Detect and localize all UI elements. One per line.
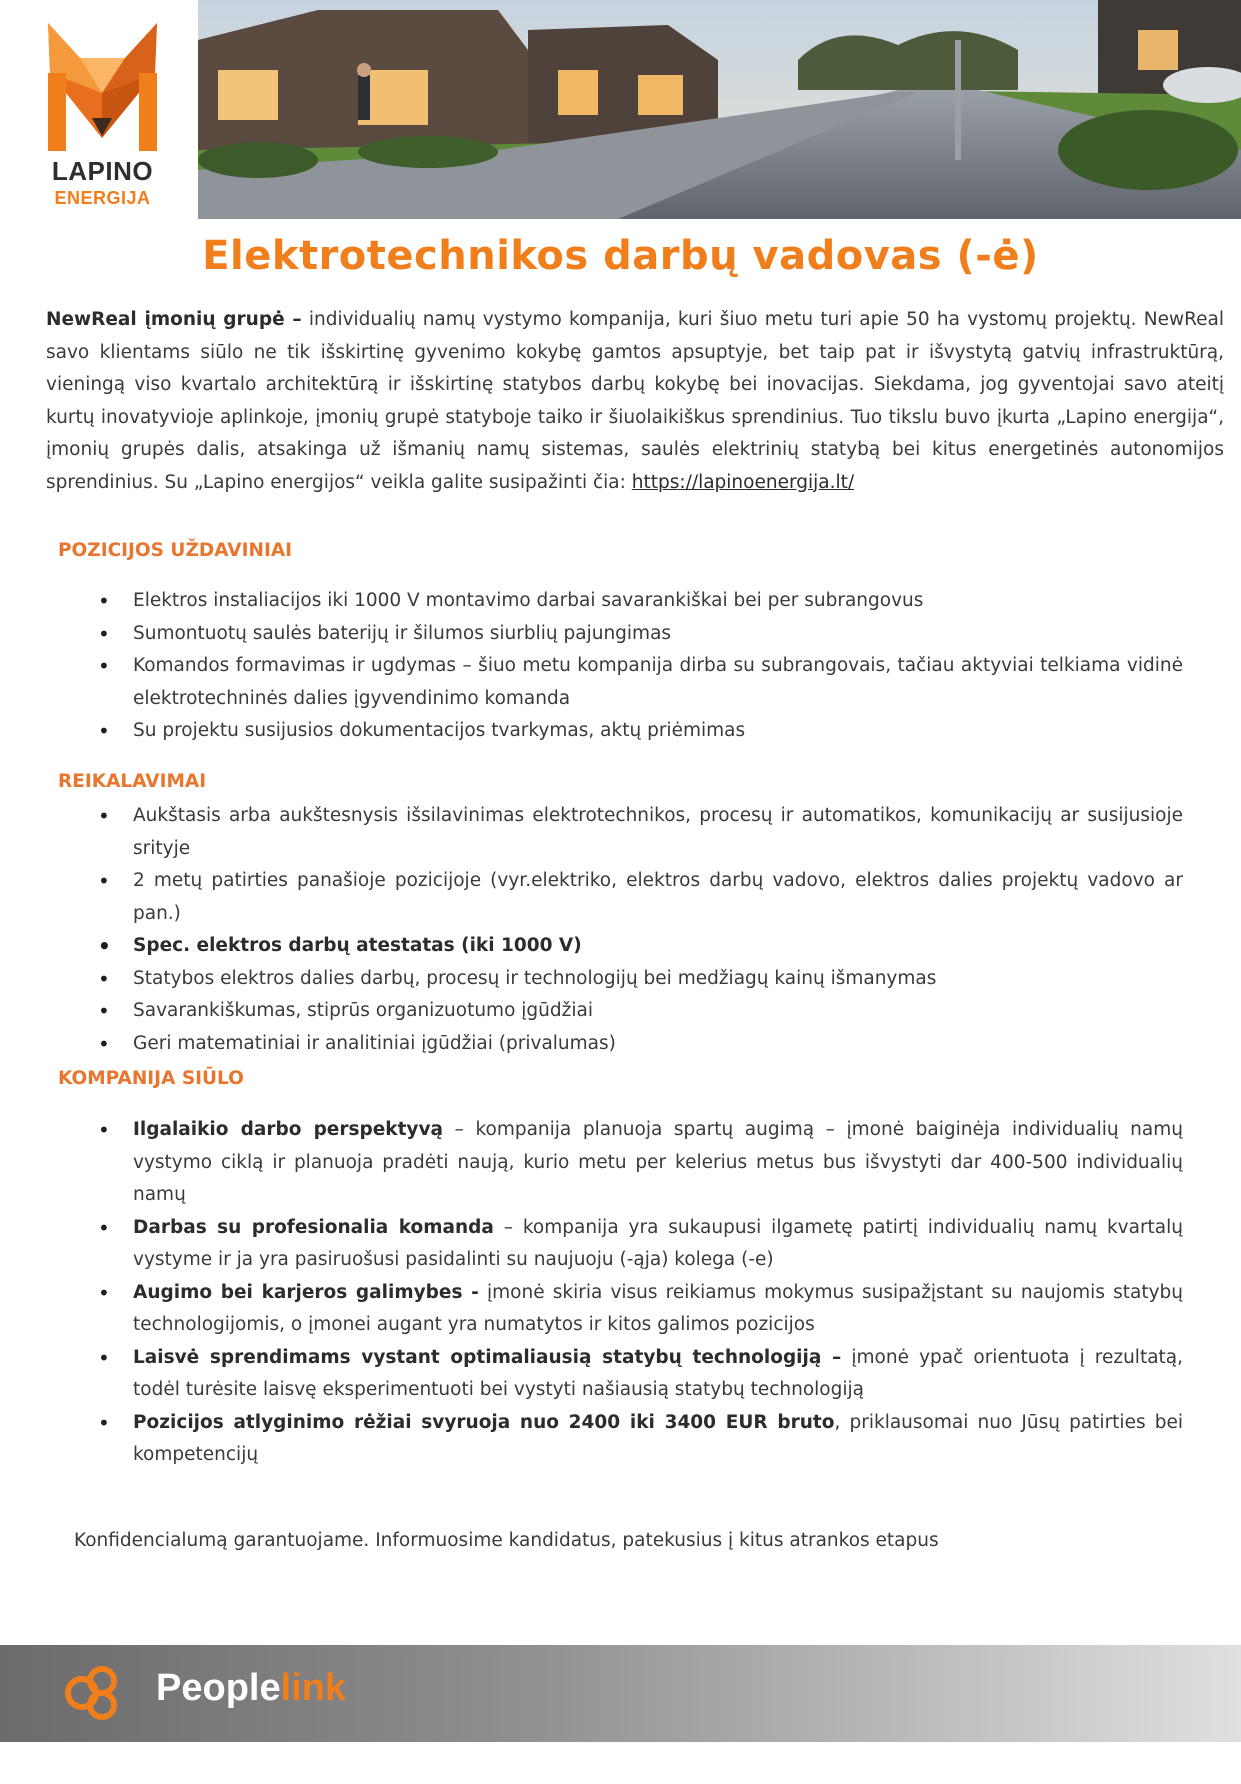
list-item: • Savarankiškumas, stiprūs organizuotumo įgūdžiai bbox=[98, 995, 1183, 1028]
offer-item-bold: Augimo bei karjeros galimybes - bbox=[133, 1281, 479, 1303]
company-website-link[interactable]: https://lapinoenergija.lt/ bbox=[631, 471, 855, 493]
company-intro bbox=[46, 304, 1224, 499]
list-item bbox=[98, 1407, 1183, 1472]
list-item: • Su projektu susijusios dokumentacijos tvarkymas, aktų priėmimas bbox=[98, 715, 1183, 748]
fox-logo-icon bbox=[40, 18, 165, 153]
requirements-list bbox=[98, 800, 1183, 1060]
section-heading-tasks: POZICIJOS UŽDAVINIAI bbox=[58, 540, 293, 561]
offer-item-text: įmonė skiria visus reikiamus mokymus susipažįstant su naujomis statybų technologijomis, o įmonei augant yra numatytos ir kitos galimos pozicijos bbox=[133, 1281, 1183, 1335]
list-item bbox=[98, 1277, 1183, 1342]
confidentiality-note: Konfidencialumą garantuojame. Informuosime kandidatus, patekusius į kitus atrankos etapus bbox=[74, 1530, 939, 1551]
lapino-energija-logo bbox=[40, 18, 165, 218]
logo-subtitle: ENERGIJA bbox=[54, 188, 151, 208]
offer-item-bold: Ilgalaikio darbo perspektyvą bbox=[133, 1119, 444, 1140]
job-title: Elektrotechnikos darbų vadovas (-ė) bbox=[202, 233, 1039, 279]
peoplelink-logo-icon bbox=[60, 1663, 130, 1723]
list-item: • Statybos elektros dalies darbų, procesų ir technologijų bei medžiagų kainų išmanymas bbox=[98, 963, 1183, 996]
list-item: • Spec. elektros darbų atestatas (iki 1000 V) bbox=[98, 930, 1183, 963]
logo-name: LAPINO bbox=[51, 156, 154, 186]
peoplelink-logo-text bbox=[156, 1667, 346, 1710]
offer-item-bold: Laisvė sprendimams vystant optimaliausią statybų technologiją – bbox=[133, 1346, 842, 1368]
hero-image bbox=[198, 0, 1241, 219]
brand-accent: link bbox=[280, 1667, 347, 1709]
list-item bbox=[98, 1212, 1183, 1277]
offer-list bbox=[98, 1114, 1183, 1472]
footer-banner bbox=[0, 1645, 1241, 1742]
list-item: • Komandos formavimas ir ugdymas – šiuo metu kompanija dirba su subrangovais, tačiau aktyviai telkiama vidinė elektrotechninės dalies įgyvendinimo komanda bbox=[98, 650, 1183, 715]
intro-company-name: NewReal įmonių grupė – bbox=[46, 309, 302, 330]
brand-main: People bbox=[156, 1667, 281, 1709]
section-heading-offer: KOMPANIJA SIŪLO bbox=[58, 1068, 244, 1089]
list-item: • Elektros instaliacijos iki 1000 V montavimo darbai savarankiškai bei per subrangovus bbox=[98, 585, 1183, 618]
offer-item-bold: Pozicijos atlyginimo rėžiai svyruoja nuo 2400 iki 3400 EUR bruto bbox=[133, 1411, 835, 1433]
list-item bbox=[98, 1114, 1183, 1212]
offer-item-bold: Darbas su profesionalia komanda bbox=[133, 1216, 494, 1238]
tasks-list bbox=[98, 585, 1183, 748]
list-item: • Geri matematiniai ir analitiniai įgūdžiai (privalumas) bbox=[98, 1028, 1183, 1061]
list-item: • 2 metų patirties panašioje pozicijoje (vyr.elektriko, elektros darbų vadovo, elektros dalies projektų vadovo ar pan.) bbox=[98, 865, 1183, 930]
intro-text: individualių namų vystymo kompanija, kuri šiuo metu turi apie 50 ha vystomų projektų. NewReal savo klientams siūlo ne tik išskirtinę gyvenimo kokybę gamtos apsuptyje, bet taip pat ir išvystytą gatvių infrastruktūrą, vieningą viso kvartalo architektūrą ir išskirtinę statybos darbų kokybę bei inovacijas. Siekdama, jog gyventojai savo ateitį kurtų inovatyvioje aplinkoje, įmonių grupė statyboje taiko ir šiuolaikiškus sprendinius. Tuo tikslu buvo įkurta „Lapino energija“, įmonių grupės dalis, atsakinga už išmanių namų sistemas, saulės elektrinių statybą bei kitus energetinės autonomijos sprendinius. Su „Lapino energijos“ veikla galite susipažinti čia: bbox=[46, 309, 1224, 493]
offer-item-text: įmonė ypač orientuota į rezultatą, todėl turėsite laisvę eksperimentuoti bei vystyti našiausią statybų technologiją bbox=[133, 1346, 1184, 1400]
offer-item-text: , priklausomai nuo Jūsų patirties bei kompetencijų bbox=[133, 1411, 1183, 1465]
offer-item-text: – kompanija planuoja spartų augimą – įmonė baiginėja individualių namų vystymo ciklą ir planuoja pradėti naują, kurio metu per kelerius metus bus išvystyti dar 400-500 individualių namų bbox=[133, 1119, 1183, 1205]
list-item: • Aukštasis arba aukštesnysis išsilavinimas elektrotechnikos, procesų ir automatikos, komunikacijų ar susijusioje srityje bbox=[98, 800, 1183, 865]
list-item: • Sumontuotų saulės baterijų ir šilumos siurblių pajungimas bbox=[98, 618, 1183, 651]
section-heading-requirements: REIKALAVIMAI bbox=[58, 771, 207, 792]
offer-item-text: – kompanija yra sukaupusi ilgametę patirtį individualių namų kvartalų vystyme ir ja yra pasiruošusi pasidalinti su naujuoju (-ąja) kolega (-e) bbox=[133, 1216, 1184, 1270]
list-item bbox=[98, 1342, 1183, 1407]
